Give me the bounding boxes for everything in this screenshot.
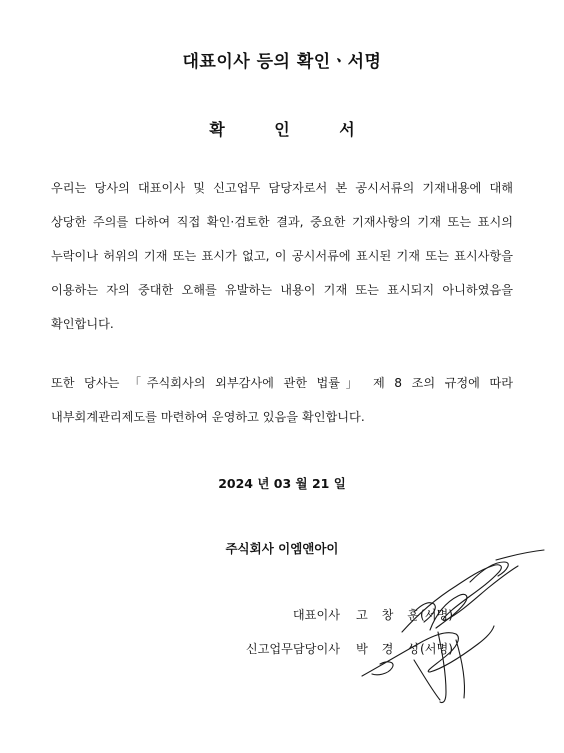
internal-control-paragraph: 또한 당사는 「주식회사의 외부감사에 관한 법률」 제 8 조의 규정에 따라 내부회계관리제도를 마련하여 운영하고 있음을 확인합니다. <box>51 376 513 424</box>
signature-placeholder: (서명) <box>420 608 454 622</box>
document-subtitle: 확 인 서 <box>209 120 377 139</box>
signatory-name: 박 경 성 <box>356 642 425 656</box>
confirmation-paragraph: 우리는 당사의 대표이사 및 신고업무 담당자로서 본 공시서류의 기재내용에 대해 상당한 주의를 다하여 직접 확인·검토한 결과, 중요한 기재사항의 기재 또는 표시의 누락이나 허위의 기재 또는 표시가 없고, 이 공시서류에 표시된 기재 또는 표시사항을 이용하는 자의 중대한 오해를 유발하는 내용이 기재 또는 표시되지 아니하였음을 확인합니다. <box>51 181 513 331</box>
signatory-role: 대표이사 <box>292 608 340 622</box>
company-name: 주식회사 이엠앤아이 <box>225 541 339 556</box>
ceo-signature-stroke <box>470 562 508 582</box>
signatory-name: 고 창 훈 <box>356 608 425 622</box>
signatory-row-disclosure-officer <box>0 639 564 659</box>
signatory-row-ceo <box>0 605 564 625</box>
signature-placeholder: (서명) <box>420 642 454 656</box>
document-date: 2024 년 03 월 21 일 <box>218 476 346 491</box>
officer-signature-stroke <box>372 662 393 675</box>
document-title: 대표이사 등의 확인ㆍ서명 <box>182 52 382 72</box>
signatory-role: 신고업무담당이사 <box>245 642 340 656</box>
officer-signature-stroke <box>414 660 440 700</box>
